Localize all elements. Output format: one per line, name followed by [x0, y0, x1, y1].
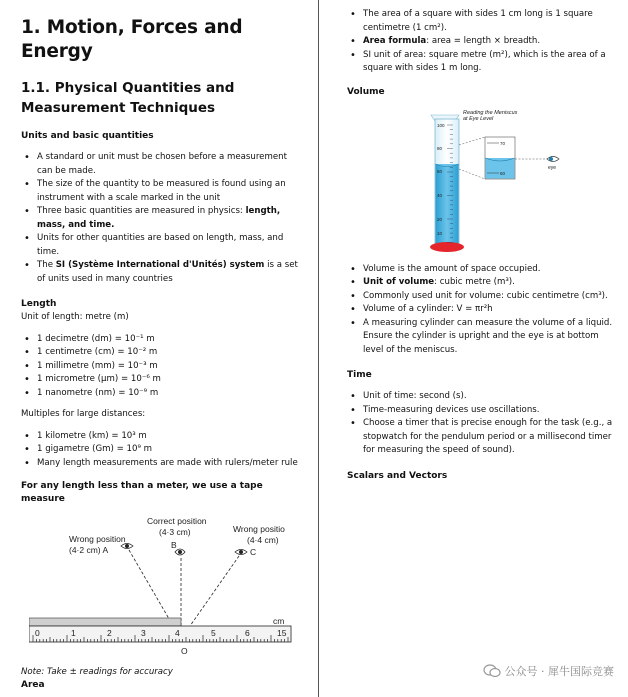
- zoom-mark-70: 70: [500, 140, 506, 146]
- scale-40: 40: [437, 192, 443, 198]
- ruler-parallax-figure: [29, 512, 299, 662]
- eye-icon: [235, 550, 247, 555]
- scale-60: 60: [437, 168, 443, 174]
- list-item: • Volume is the amount of space occupied.: [347, 263, 619, 277]
- list-item: • Choose a timer that is precise enough for the task (e.g., a stopwatch for the pendulum period or a millisecond timer for measuring the speed of sound).: [347, 417, 619, 458]
- volume-list: [347, 263, 619, 358]
- list-item: • 1 decimetre (dm) = 10⁻¹ m: [21, 333, 299, 347]
- eye-label: eye: [548, 164, 557, 171]
- list-item: • Units for other quantities are based on length, mass, and time.: [21, 232, 299, 259]
- wrong-right-label: Wrong positio: [233, 524, 285, 534]
- point-b-label: B: [171, 540, 177, 550]
- scale-10: 10: [437, 230, 443, 236]
- length-large-list: [21, 430, 299, 471]
- list-item: • Time-measuring devices use oscillations.: [347, 404, 619, 418]
- eye-icon: [121, 544, 133, 549]
- correct-position-value: (4·3 cm): [159, 527, 191, 537]
- area-list: [347, 8, 619, 76]
- ruler-tick-0: 0: [35, 628, 40, 638]
- volume-heading: Volume: [347, 86, 385, 97]
- ruler-tick-5: 5: [211, 628, 216, 638]
- multiples-heading: Multiples for large distances:: [21, 409, 146, 419]
- length-heading: Length: [21, 299, 57, 309]
- tape-measure-note: For any length less than a meter, we use a tape measure: [21, 481, 263, 504]
- scalars-vectors-heading: Scalars and Vectors: [347, 470, 448, 481]
- list-item: • 1 gigametre (Gm) = 10⁹ m: [21, 443, 299, 457]
- list-item: • The area of a square with sides 1 cm long is 1 square centimetre (1 cm²).: [347, 8, 619, 35]
- units-list: [21, 151, 299, 286]
- correct-position-label: Correct position: [147, 516, 207, 526]
- accuracy-note: Note: Take ± readings for accuracy: [21, 667, 173, 677]
- time-heading: Time: [347, 370, 372, 380]
- list-item: • 1 nanometre (nm) = 10⁻⁹ m: [21, 387, 299, 401]
- ruler-tick-1: 1: [71, 628, 76, 638]
- ruler-unit: cm: [273, 616, 285, 626]
- right-column: [347, 8, 619, 483]
- section-title: 1.1. Physical Quantities and Measurement Techniques: [21, 80, 235, 116]
- scale-80: 80: [437, 145, 443, 151]
- ruler-tick-4: 4: [175, 628, 180, 638]
- ruler-tick-15: 15: [277, 628, 287, 638]
- list-item: • 1 centimetre (cm) = 10⁻² m: [21, 346, 299, 360]
- point-c-label: C: [250, 547, 257, 557]
- list-item: • Many length measurements are made with rulers/meter rule: [21, 457, 299, 471]
- watermark: [483, 663, 615, 679]
- column-divider: [318, 0, 319, 697]
- left-column: [21, 14, 299, 692]
- list-item: • Area formula: area = length × breadth.: [347, 35, 619, 49]
- length-unit: Unit of length: metre (m): [21, 312, 129, 322]
- figure-caption-line1: Reading the Meniscus: [463, 109, 518, 116]
- list-item: • 1 micrometre (μm) = 10⁻⁶ m: [21, 373, 299, 387]
- list-item: • SI unit of area: square metre (m²), which is the area of a square with sides 1 m long.: [347, 49, 619, 76]
- wrong-left-label: Wrong position: [69, 534, 126, 544]
- scale-100: 100: [437, 122, 445, 128]
- length-small-list: [21, 333, 299, 401]
- area-heading: Area: [21, 680, 45, 690]
- watermark-text: 公众号 · 犀牛国际竞赛: [504, 665, 614, 678]
- ruler-tick-2: 2: [107, 628, 112, 638]
- cylinder-base: [430, 242, 464, 252]
- list-item: • Volume of a cylinder: V = πr²h: [347, 303, 619, 317]
- figure-caption-line2: at Eye Level: [463, 115, 494, 122]
- list-item: • A standard or unit must be chosen before a measurement can be made.: [21, 151, 299, 178]
- measured-object: [29, 618, 181, 626]
- zoom-mark-60: 60: [500, 170, 506, 176]
- list-item: • A measuring cylinder can measure the volume of a liquid. Ensure the cylinder is upright and the eye is at bottom level of the meniscus.: [347, 317, 619, 358]
- list-item: • The size of the quantity to be measured is found using an instrument with a scale marked in the unit: [21, 178, 299, 205]
- measuring-cylinder-figure: [427, 107, 577, 255]
- list-item: • Unit of time: second (s).: [347, 390, 619, 404]
- units-heading: Units and basic quantities: [21, 131, 154, 141]
- point-o-label: O: [181, 646, 188, 656]
- list-item: • 1 millimetre (mm) = 10⁻³ m: [21, 360, 299, 374]
- eye-icon: [547, 156, 559, 161]
- ruler-tick-3: 3: [141, 628, 146, 638]
- list-item: • 1 kilometre (km) = 10³ m: [21, 430, 299, 444]
- list-item: • The SI (Système International d'Unités) system is a set of units used in many countries: [21, 259, 299, 286]
- list-item: • Unit of volume: cubic metre (m³).: [347, 276, 619, 290]
- wrong-right-value: (4·4 cm): [247, 535, 279, 545]
- ruler-tick-6: 6: [245, 628, 250, 638]
- wechat-icon: [483, 664, 501, 678]
- list-item: • Commonly used unit for volume: cubic centimetre (cm³).: [347, 290, 619, 304]
- list-item: • Three basic quantities are measured in physics: length, mass, and time.: [21, 205, 299, 232]
- ruler: [29, 626, 291, 642]
- page-title: 1. Motion, Forces and Energy: [21, 17, 243, 62]
- wrong-left-value: (4·2 cm) A: [69, 545, 109, 555]
- time-list: [347, 390, 619, 458]
- scale-20: 20: [437, 216, 443, 222]
